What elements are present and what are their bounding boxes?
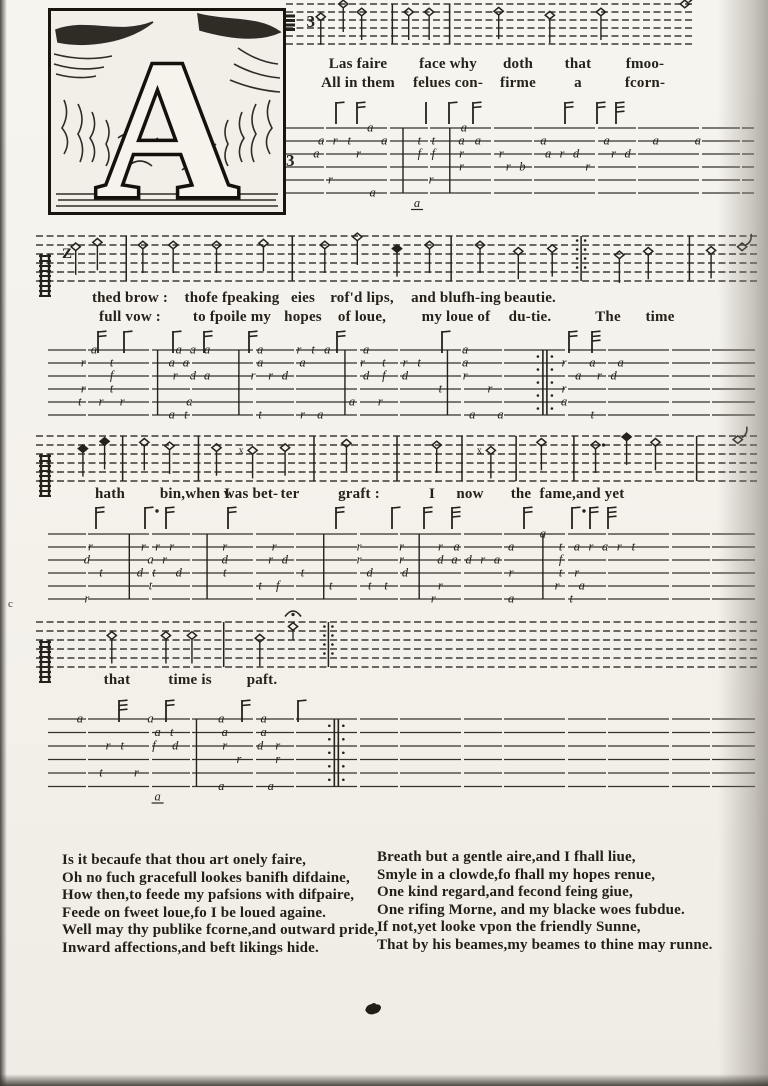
lyric-word: du-tie.: [508, 309, 552, 325]
rhythm-flag-icon: [166, 507, 175, 529]
tab-letter: b: [519, 159, 526, 174]
tab-letter: a: [168, 355, 175, 370]
tab-letter: r: [80, 355, 86, 370]
tab-letter: a: [507, 539, 515, 554]
tab-letter: a: [182, 355, 189, 370]
tab-letter: a: [694, 133, 701, 148]
tab-letter: d: [610, 368, 617, 383]
tab-letter-below: a: [154, 789, 161, 804]
mensural-note: [169, 241, 178, 273]
lyric-word: was bet-: [223, 486, 279, 502]
rhythm-flag-icon: [608, 507, 617, 529]
mensural-note: [477, 445, 496, 478]
tab-letter: a: [175, 342, 182, 357]
vocal-staff: [36, 424, 758, 515]
lyric-word: doth: [503, 56, 533, 72]
tab-letter: t: [347, 133, 351, 148]
tab-letter: f: [382, 368, 386, 383]
mensural-note: [107, 632, 116, 664]
tab-letter: r: [356, 552, 362, 567]
mensural-note: [425, 241, 434, 273]
mensural-note: [138, 241, 147, 273]
tab-letter: a: [617, 355, 624, 370]
lute-tablature: [48, 528, 755, 623]
page-edge-bottom-shadow: [0, 1074, 768, 1086]
rhythm-flag-icon: [357, 102, 366, 124]
tab-letter: t: [590, 407, 595, 422]
tab-letter: d: [256, 738, 264, 753]
tab-letter: r: [236, 752, 242, 766]
tab-letter: r: [222, 539, 228, 554]
rhythm-flag-icon: [524, 507, 533, 529]
rhythm-flag-icon: [565, 102, 574, 124]
page-gutter-shadow: [718, 0, 768, 1086]
tab-letter: r: [498, 146, 504, 161]
lyric-word: paft.: [246, 672, 278, 688]
tab-letter: d: [401, 565, 409, 580]
tab-letter: a: [560, 394, 568, 409]
tab-letter: a: [221, 725, 228, 739]
tab-letter: a: [451, 552, 458, 567]
tab-letter: f: [276, 578, 280, 593]
lyric-word: firme: [500, 75, 536, 91]
mensural-note: [187, 632, 196, 664]
tab-letter: a: [575, 368, 582, 383]
tab-letter: r: [268, 552, 274, 567]
lyric-word: now: [456, 486, 484, 502]
lyric-word: graft :: [338, 486, 380, 502]
tab-letter: r: [402, 355, 408, 370]
tab-letter: r: [505, 159, 511, 174]
rhythm-flag-icon: [392, 507, 401, 529]
poem-line: Breath but a gentle aire,and I fhall liue,: [377, 849, 636, 865]
tab-letter: d: [281, 368, 288, 383]
tab-letter: r: [561, 355, 567, 370]
poem-line: Is it becaufe that thou art onely faire,: [62, 852, 307, 868]
tab-letter: t: [417, 133, 422, 148]
tab-letter: r: [275, 752, 281, 766]
tab-letter: d: [83, 552, 91, 567]
tab-letter: r: [332, 133, 338, 148]
tab-letter: a: [317, 407, 324, 422]
tab-letter: d: [172, 738, 179, 753]
tab-letter: a: [154, 725, 161, 739]
tab-letter: d: [363, 368, 370, 383]
lyric-word: rof'd lips,: [330, 290, 394, 306]
mensural-note: [285, 611, 301, 641]
tab-letter: a: [168, 407, 175, 422]
tab-letter: f: [109, 368, 114, 383]
tab-letter: a: [90, 342, 98, 357]
tab-letter: a: [544, 146, 552, 161]
lyric-word: eies: [290, 290, 316, 306]
tab-letter: a: [453, 539, 460, 554]
tab-letter: d: [136, 565, 144, 580]
tab-letter: a: [573, 539, 580, 554]
lyric-word: of loue,: [337, 309, 387, 325]
lyric-word: All in them: [321, 75, 395, 91]
poem-line: Inward affections,and beft likings hide.: [62, 939, 319, 956]
tab-letter: t: [384, 578, 388, 593]
tab-letter: t: [329, 578, 333, 593]
tab-letter: r: [559, 146, 565, 161]
tab-letter: a: [601, 539, 609, 554]
mensural-note: [255, 634, 264, 666]
rhythm-flag-icon: [449, 102, 458, 124]
tab-letter: r: [250, 368, 256, 383]
tab-letter: a: [324, 342, 331, 357]
tab-letter: r: [399, 552, 404, 567]
tab-letter: r: [119, 394, 125, 409]
tab-clef-icon: [39, 454, 51, 497]
tab-letter: a: [203, 368, 211, 383]
tab-letter: r: [611, 146, 617, 161]
lyric-word: bin,when I: [159, 486, 231, 502]
tab-letter: r: [356, 539, 362, 554]
rhythm-flag-icon: [336, 102, 345, 124]
rhythm-flag-icon: [597, 102, 606, 124]
tab-letter: d: [465, 552, 472, 567]
tab-letter: r: [561, 381, 567, 396]
tab-letter: f: [431, 146, 436, 161]
mensural-note: [622, 433, 631, 465]
flat-sign: Z: [62, 246, 73, 262]
tab-letter: a: [469, 407, 476, 422]
lute-tablature: [48, 713, 755, 811]
tab-letter: a: [603, 133, 610, 148]
lyric-word: and blufh-ing: [411, 290, 501, 306]
tab-letter: a: [367, 120, 374, 135]
lyric-word: ter: [280, 486, 300, 502]
initial-letter: A: [95, 20, 239, 239]
tab-letter: a: [462, 355, 469, 370]
time-signature: 3: [306, 12, 315, 32]
tab-letter: r: [428, 172, 434, 187]
rhythm-flag-icon: [228, 507, 237, 529]
mensural-note: [357, 8, 366, 40]
rhythm-flag-icon: [145, 507, 159, 529]
mensural-note: [342, 439, 351, 471]
tab-letter: r: [430, 591, 436, 606]
ink-blot: [362, 1000, 384, 1016]
mensural-note: [280, 444, 289, 476]
tab-letter: r: [508, 565, 514, 580]
tab-letter: a: [369, 185, 376, 200]
poem-line: Feede on fweet loue,fo I be loued againe.: [62, 904, 327, 921]
tab-letter: d: [175, 565, 182, 580]
tab-letter: a: [299, 355, 306, 370]
tab-letter: a: [462, 342, 469, 357]
lute-tablature: [286, 122, 754, 217]
tab-letter: f: [152, 738, 156, 753]
tab-letter: r: [437, 578, 443, 593]
tab-letter: r: [87, 539, 93, 554]
tab-letter: t: [99, 565, 103, 580]
tab-time-signature: 3: [286, 150, 295, 170]
accidental: x: [238, 445, 244, 457]
tab-letter: t: [558, 539, 563, 554]
mensural-note: [259, 239, 268, 271]
tab-letter: r: [172, 368, 178, 383]
vocal-staff: [36, 610, 758, 701]
poem-line: Oh no fuch gracefull lookes banifh difdaine,: [62, 869, 350, 886]
poem-line: If not,yet looke vpon the friendly Sunne,: [377, 919, 641, 936]
rhythm-flag-icon: [590, 507, 599, 529]
tab-letter: r: [356, 146, 361, 161]
tab-letter: t: [382, 355, 386, 370]
tab-letter: a: [256, 355, 264, 370]
lyric-word: my loue of: [421, 309, 491, 325]
tab-letter: r: [155, 539, 161, 554]
mensural-note: [615, 251, 624, 283]
mensural-note: [353, 233, 362, 265]
tab-letter: r: [480, 552, 486, 567]
mensural-note: [591, 441, 605, 473]
tab-letter: t: [300, 565, 305, 580]
tab-letter: t: [438, 381, 443, 396]
tab-letter: r: [98, 394, 104, 409]
lyric-word: fcorn-: [624, 75, 666, 91]
tab-letter: r: [268, 368, 274, 383]
lyric-word: time: [645, 309, 675, 325]
tab-letter: r: [105, 738, 111, 753]
tab-letter: t: [431, 133, 436, 148]
tab-letter: r: [459, 146, 464, 161]
tab-letter: t: [258, 578, 262, 593]
tab-letter: r: [377, 394, 383, 409]
tab-clef-icon: [39, 640, 51, 683]
tab-letter: a: [147, 711, 154, 726]
lyric-word: time is: [168, 672, 212, 688]
tab-letter: t: [417, 355, 421, 370]
tab-letter: r: [585, 159, 591, 174]
tab-letter: a: [256, 342, 264, 357]
mensural-note: [432, 441, 441, 473]
mensural-note: [165, 442, 174, 474]
tab-letter: t: [169, 725, 174, 739]
tab-letter: r: [141, 539, 146, 554]
lyric-word: hath: [95, 486, 125, 502]
tab-letter: r: [222, 738, 228, 753]
tab-letter: r: [328, 172, 333, 187]
tab-letter: t: [367, 578, 372, 593]
lyric-word: thofe fpeaking: [184, 290, 280, 306]
mensural-note: [212, 444, 221, 476]
tab-letter: a: [76, 711, 83, 726]
tab-letter: a: [218, 711, 225, 726]
tab-letter: t: [631, 539, 636, 554]
tab-letter: d: [437, 552, 444, 567]
tab-letter: a: [317, 133, 325, 148]
tab-letter: d: [281, 552, 288, 567]
tab-letter: t: [311, 342, 315, 357]
poem-line: Smyle in a clowde,fo fhall my hopes renue,: [377, 866, 656, 883]
tab-letter: r: [133, 765, 139, 780]
tab-letter: r: [487, 381, 493, 396]
lyric-word: thed brow :: [91, 290, 169, 306]
lyric-word: that: [564, 56, 592, 72]
tab-letter: r: [84, 591, 90, 606]
tab-letter: a: [186, 394, 193, 409]
tab-letter: r: [80, 381, 86, 396]
poem-line: How then,to feede my pafsions with difpaire,: [62, 887, 355, 904]
mensural-note: [475, 241, 484, 273]
lyric-word: hopes: [284, 309, 322, 325]
tab-letter: t: [78, 394, 82, 409]
tab-letter: d: [401, 368, 409, 383]
rhythm-flag-icon: [616, 102, 625, 124]
lyric-word: The: [595, 309, 621, 325]
mensural-note: [320, 241, 329, 273]
lyric-word: fame,and yet: [539, 486, 625, 502]
tab-letter: r: [399, 539, 404, 554]
mensural-note: [404, 8, 413, 40]
tab-letter: r: [162, 552, 168, 567]
margin-mark: c: [8, 598, 13, 610]
tab-letter: a: [363, 342, 370, 357]
tab-letter: r: [300, 407, 305, 422]
tab-letter: t: [109, 381, 114, 396]
tab-letter: a: [218, 779, 225, 793]
tab-letter-below: a: [413, 196, 421, 210]
tab-letter: a: [203, 342, 211, 357]
lyric-word: the: [510, 486, 532, 502]
lyric-word: full vow :: [99, 309, 161, 325]
tab-letter: t: [148, 578, 153, 593]
lyric-word: to fpoile my: [192, 309, 272, 325]
tab-letter: a: [652, 133, 659, 148]
tab-letter: r: [459, 159, 464, 174]
tab-letter: a: [458, 133, 465, 148]
tab-letter: r: [574, 565, 580, 580]
tab-letter: a: [497, 407, 504, 422]
tab-letter: r: [169, 539, 175, 554]
tab-letter: t: [558, 565, 563, 580]
lyric-word: beautie.: [503, 290, 557, 306]
tab-letter: a: [381, 133, 388, 148]
lyric-word: felues con-: [412, 75, 484, 91]
lyric-word: Las faire: [328, 56, 388, 72]
mensural-note: [316, 13, 325, 45]
tab-letter: a: [507, 591, 515, 606]
tab-letter: a: [460, 120, 467, 135]
tab-letter: r: [597, 368, 602, 383]
tab-letter: d: [573, 146, 580, 161]
lyric-word: that: [103, 672, 131, 688]
poem-line: One rifing Morne, and my blacke woes fubdue.: [377, 901, 685, 918]
lyric-word: fmoo-: [625, 56, 665, 72]
tab-letter: r: [588, 539, 594, 554]
tab-letter: a: [260, 725, 267, 739]
tab-letter: t: [99, 765, 103, 780]
tab-letter: a: [348, 394, 356, 409]
tab-letter: a: [493, 552, 501, 567]
tab-letter: r: [360, 355, 366, 370]
tab-letter: a: [539, 526, 547, 541]
tab-letter: t: [184, 407, 188, 422]
tab-letter: a: [189, 342, 197, 357]
tab-letter: r: [271, 539, 277, 554]
tab-letter: a: [313, 146, 320, 161]
tab-letter: t: [109, 355, 114, 370]
poem-line: One kind regard,and fecond feing giue,: [377, 884, 633, 901]
tab-letter: t: [258, 407, 262, 422]
tab-letter: d: [624, 146, 631, 161]
lyric-word: face why: [419, 56, 477, 72]
mensural-note: [596, 8, 605, 40]
tab-letter: d: [221, 552, 228, 567]
tab-letter: t: [569, 591, 573, 606]
mensural-note: [212, 241, 221, 273]
poem-column-left: [62, 852, 378, 958]
mensural-note: [239, 445, 258, 478]
tab-letter: r: [296, 342, 302, 357]
accidental: x: [476, 445, 482, 457]
tab-letter: f: [558, 552, 563, 567]
tab-letter: r: [554, 578, 560, 593]
mensural-note: [161, 632, 170, 664]
tab-letter: a: [260, 711, 267, 726]
tab-letter: t: [152, 565, 156, 580]
tab-letter: r: [616, 539, 622, 554]
rhythm-flag-icon: [424, 507, 433, 529]
rhythm-flag-icon: [452, 507, 461, 529]
tab-clef-icon: [39, 254, 51, 297]
tab-letter: f: [417, 146, 422, 161]
tab-letter: r: [437, 539, 443, 554]
tab-letter: a: [147, 552, 154, 567]
lyric-word: a: [574, 75, 582, 91]
tab-letter: a: [474, 133, 482, 148]
rhythm-flag-icon: [473, 102, 482, 124]
poem-column-right: [377, 849, 713, 955]
rhythm-flag-icon: [572, 507, 586, 529]
tab-letter: a: [589, 355, 596, 370]
tab-letter: t: [120, 738, 124, 753]
poem-line: Well may thy publike fcorne,and outward pride,: [62, 922, 379, 939]
mensural-note: [339, 0, 348, 32]
rhythm-flag-icon: [336, 507, 345, 529]
rhythm-flag-icon: [96, 507, 105, 529]
tab-letter: a: [267, 779, 274, 793]
tab-letter: d: [366, 565, 373, 580]
page-edge-left-shadow: [0, 0, 7, 1086]
tab-letter: a: [540, 133, 547, 148]
mensural-note: [71, 243, 80, 275]
tab-letter: a: [578, 578, 585, 593]
tab-letter: r: [462, 368, 468, 383]
tab-letter: r: [275, 738, 281, 753]
tab-letter: d: [189, 368, 197, 383]
tab-letter: t: [223, 565, 227, 580]
lyric-word: I: [428, 486, 436, 502]
poem-line: That by his beames,my beames to thine may runne.: [377, 936, 713, 953]
mensural-note: [425, 8, 434, 40]
